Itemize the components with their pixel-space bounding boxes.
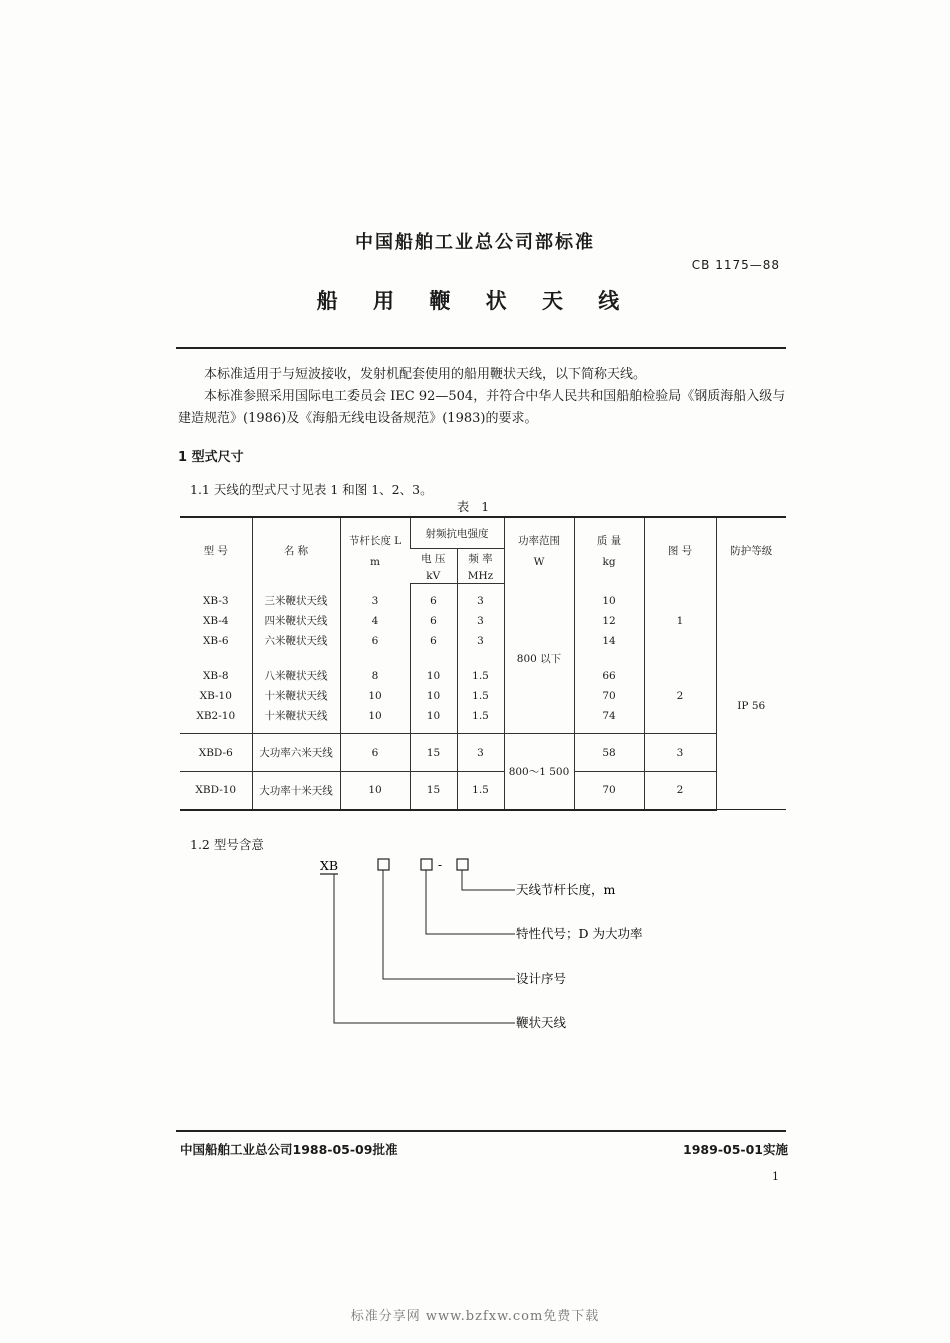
header-model: 型 号 — [180, 517, 252, 584]
table-cell: 3 — [371, 595, 379, 607]
table-cell: 4 — [371, 615, 379, 627]
header-power-unit: W — [533, 556, 545, 569]
model-prefix: XB — [320, 858, 339, 873]
table-cell: XB-4 — [202, 615, 229, 627]
label-feature: 特性代号；D 为大功率 — [516, 926, 643, 941]
table-cell: 10 — [368, 709, 382, 722]
subsection-1-2: 1.2 型号含意 — [190, 837, 264, 852]
intro-paragraph-1: 本标准适用于与短波接收，发射机配套使用的船用鞭状天线，以下简称天线。 — [204, 367, 647, 382]
xbd6-length: 6 — [340, 734, 410, 772]
xbd6-freq: 3 — [457, 734, 504, 772]
header-protection: 防护等级 — [716, 517, 786, 584]
leader-design — [383, 870, 515, 979]
xbd10-length: 10 — [340, 772, 410, 810]
table-cell: 74 — [602, 709, 616, 722]
power-high: 800～1 500 — [504, 734, 574, 810]
model-code-diagram — [320, 850, 680, 1040]
label-design: 设计序号 — [516, 971, 567, 986]
table-cell: 1.5 — [472, 669, 489, 682]
header-rule — [176, 347, 786, 349]
group1-voltages — [410, 584, 457, 659]
group1-freqs — [457, 584, 504, 659]
header-power-label: 功率范围 — [518, 535, 560, 548]
intro-paragraph-2: 本标准参照采用国际电工委员会 IEC 92—504，并符合中华人民共和国船舶检验局《钢质海船入级与建造规范》(1986)及《海船无线电设备规范》(1983)的要求。 — [178, 389, 786, 426]
group2-names — [252, 659, 340, 734]
table-cell: 10 — [426, 669, 441, 682]
approval-line: 中国船舶工业总公司1988-05-09批准 — [180, 1142, 398, 1157]
table-cell: 八米鞭状天线 — [264, 669, 328, 682]
table-cell: 1.5 — [472, 689, 489, 702]
xbd10-name: 大功率十米天线 — [252, 772, 340, 810]
table-cell: 10 — [426, 689, 441, 702]
table-cell: 6 — [430, 615, 437, 628]
leader-length — [462, 870, 515, 890]
header-figure: 图 号 — [644, 517, 716, 584]
xbd6-figure: 3 — [644, 734, 716, 772]
table-cell: 6 — [371, 635, 379, 647]
table-cell: XB-6 — [202, 635, 229, 647]
table-cell: 3 — [477, 615, 484, 628]
xbd6-model: XBD-6 — [180, 734, 252, 772]
table-cell: 6 — [430, 635, 437, 648]
table-cell: 66 — [602, 669, 616, 682]
header-length-label: 节杆长度 L — [348, 535, 402, 548]
leader-whip — [334, 874, 515, 1023]
table-cell: XB-10 — [199, 689, 232, 702]
group2-figure: 2 — [644, 659, 716, 734]
section-1-heading: 1 型式尺寸 — [178, 450, 244, 465]
xbd10-model: XBD-10 — [180, 772, 252, 810]
group2-voltages — [410, 659, 457, 734]
xbd10-figure: 2 — [644, 772, 716, 810]
xbd6-voltage: 15 — [410, 734, 457, 772]
table-cell: 六米鞭状天线 — [264, 635, 328, 647]
group1-names — [252, 584, 340, 659]
xbd10-voltage: 15 — [410, 772, 457, 810]
group2-freqs — [457, 659, 504, 734]
table-cell: 十米鞭状天线 — [264, 689, 328, 702]
header-mass-unit: kg — [602, 556, 616, 569]
header-rf-strength: 射频抗电强度 — [410, 517, 504, 549]
header-mass — [574, 517, 644, 584]
group1-masses — [574, 584, 644, 659]
header-freq-unit: MHz — [467, 569, 494, 582]
length-box — [457, 859, 468, 870]
header-voltage-label: 电 压 — [421, 552, 446, 565]
table-cell: 3 — [477, 595, 484, 608]
header-freq-label: 频 率 — [468, 552, 493, 565]
group1-figure: 1 — [644, 584, 716, 659]
footer-rule — [176, 1130, 786, 1132]
table-cell: 10 — [426, 709, 441, 722]
table-cell: 70 — [602, 689, 616, 702]
header-length-unit: m — [370, 556, 380, 569]
label-length: 天线节杆长度，m — [516, 882, 616, 897]
header-name: 名 称 — [252, 517, 340, 584]
header-length — [340, 517, 410, 584]
table-cell: 三米鞭状天线 — [264, 595, 328, 607]
power-low: 800 以下 — [504, 584, 574, 734]
table-cell: XB2-10 — [196, 709, 236, 722]
xbd10-mass: 70 — [574, 772, 644, 810]
table-cell: 8 — [371, 669, 379, 682]
org-title: 中国船舶工业总公司部标准 — [355, 232, 595, 253]
header-voltage-unit: kV — [426, 569, 441, 582]
table-cell: XB-3 — [202, 595, 229, 607]
xbd6-name: 大功率六米天线 — [252, 734, 340, 772]
group2-lengths — [340, 659, 410, 734]
table-cell: XB-8 — [202, 669, 229, 682]
group1-lengths — [340, 584, 410, 659]
subsection-1-1: 1.1 天线的型式尺寸见表 1 和图 1、2、3。 — [190, 482, 433, 497]
group2-models — [180, 659, 252, 734]
table-cell: 6 — [430, 595, 437, 608]
effective-date: 1989-05-01实施 — [683, 1142, 788, 1157]
header-mass-label: 质 量 — [596, 535, 622, 548]
header-voltage — [410, 549, 457, 584]
xbd6-mass: 58 — [574, 734, 644, 772]
standard-code: CB 1175—88 — [691, 258, 780, 272]
table-cell: 四米鞭状天线 — [264, 615, 328, 627]
table-cell: 3 — [477, 635, 484, 648]
feature-code-box — [421, 859, 432, 870]
group1-models — [180, 584, 252, 659]
label-whip: 鞭状天线 — [516, 1015, 567, 1030]
group2-masses — [574, 659, 644, 734]
table-cell: 12 — [602, 615, 616, 627]
watermark: 标准分享网 www.bzfxw.com免费下载 — [350, 1309, 600, 1324]
spec-table — [180, 516, 786, 811]
protection-all: IP 56 — [716, 584, 786, 810]
leader-feature — [426, 870, 515, 934]
model-dash: - — [438, 858, 443, 872]
table-cell: 10 — [368, 689, 382, 702]
header-freq — [457, 549, 504, 584]
page-number: 1 — [772, 1170, 779, 1183]
xbd10-freq: 1.5 — [457, 772, 504, 810]
table-cell: 14 — [602, 635, 616, 647]
design-number-box — [378, 859, 389, 870]
table-cell: 十米鞭状天线 — [264, 709, 328, 722]
table-cell: 10 — [602, 595, 616, 607]
header-power — [504, 517, 574, 584]
document-title: 船 用 鞭 状 天 线 — [316, 289, 634, 313]
table-cell: 1.5 — [472, 709, 489, 722]
table-caption: 表 1 — [456, 499, 494, 514]
